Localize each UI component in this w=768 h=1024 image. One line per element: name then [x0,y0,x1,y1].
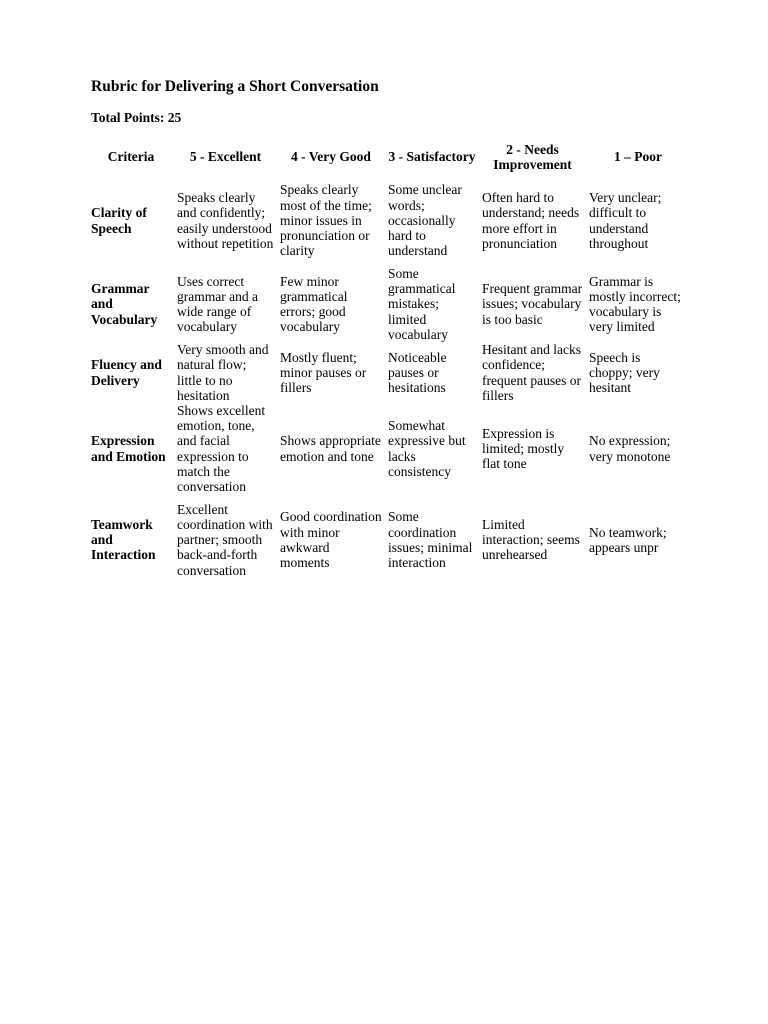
table-row [88,266,690,342]
header-row [88,141,690,175]
total-points: Total Points: 25 [91,110,182,125]
score-cell: Very smooth and natural flow; little to no hesitation [177,342,269,403]
score-cell: Noticeable pauses or hesitations [388,349,447,396]
criteria-cell: Grammar and Vocabulary [91,281,158,327]
header-satisfactory: 3 - Satisfactory [388,149,476,165]
score-cell: Often hard to understand; needs more effort in pronunciation [482,190,580,251]
header-poor: 1 – Poor [614,149,662,165]
table-row [88,403,690,494]
score-cell: Excellent coordination with partner; smooth back-and-forth conversation [177,501,273,578]
score-cell: Some grammatical mistakes; limited vocabulary [388,266,456,342]
table-row [88,175,690,266]
score-cell: Speaks clearly most of the time; minor issues in pronunciation or clarity [280,182,372,259]
header-needs-improvement: 2 - Needs Improvement [493,141,572,172]
score-cell: No teamwork; appears unpr [589,524,667,555]
score-cell: Some coordination issues; minimal interaction [388,509,473,570]
criteria-cell: Teamwork and Interaction [91,516,156,563]
table-row [88,342,690,403]
score-cell: Shows appropriate emotion and tone [280,433,381,464]
header-criteria: Criteria [107,149,155,165]
header-very-good: 4 - Very Good [291,149,371,165]
table-row [88,494,690,585]
criteria-cell: Fluency and Delivery [91,357,162,388]
score-cell: Frequent grammar issues; vocabulary is too basic [482,281,583,327]
score-cell: Some unclear words; occasionally hard to understand [388,182,462,259]
score-cell: Mostly fluent; minor pauses or fillers [280,349,367,396]
rubric-table [88,141,690,585]
score-cell: Shows excellent emotion, tone, and facial expression to match the conversation [177,403,266,495]
page-title: Rubric for Delivering a Short Conversation [91,78,379,95]
score-cell: Uses correct grammar and a wide range of vocabulary [177,273,258,335]
score-cell: Few minor grammatical errors; good vocabulary [280,273,348,335]
score-cell: No expression; very monotone [589,433,671,464]
score-cell: Hesitant and lacks confidence; frequent pauses or fillers [482,342,581,403]
criteria-cell: Clarity of Speech [91,205,147,236]
score-cell: Grammar is mostly incorrect; vocabulary is very limited [589,273,681,335]
score-cell: Expression is limited; mostly flat tone [482,425,565,472]
score-cell: Speaks clearly and confidently; easily understood without repetition [177,190,274,251]
score-cell: Somewhat expressive but lacks consistency [388,418,466,479]
score-cell: Very unclear; difficult to understand throughout [589,190,662,251]
score-cell: Good coordination with minor awkward moments [280,509,382,570]
header-excellent: 5 - Excellent [189,149,262,165]
criteria-cell: Expression and Emotion [91,433,166,464]
score-cell: Limited interaction; seems unrehearsed [482,516,580,563]
score-cell: Speech is choppy; very hesitant [589,349,660,396]
